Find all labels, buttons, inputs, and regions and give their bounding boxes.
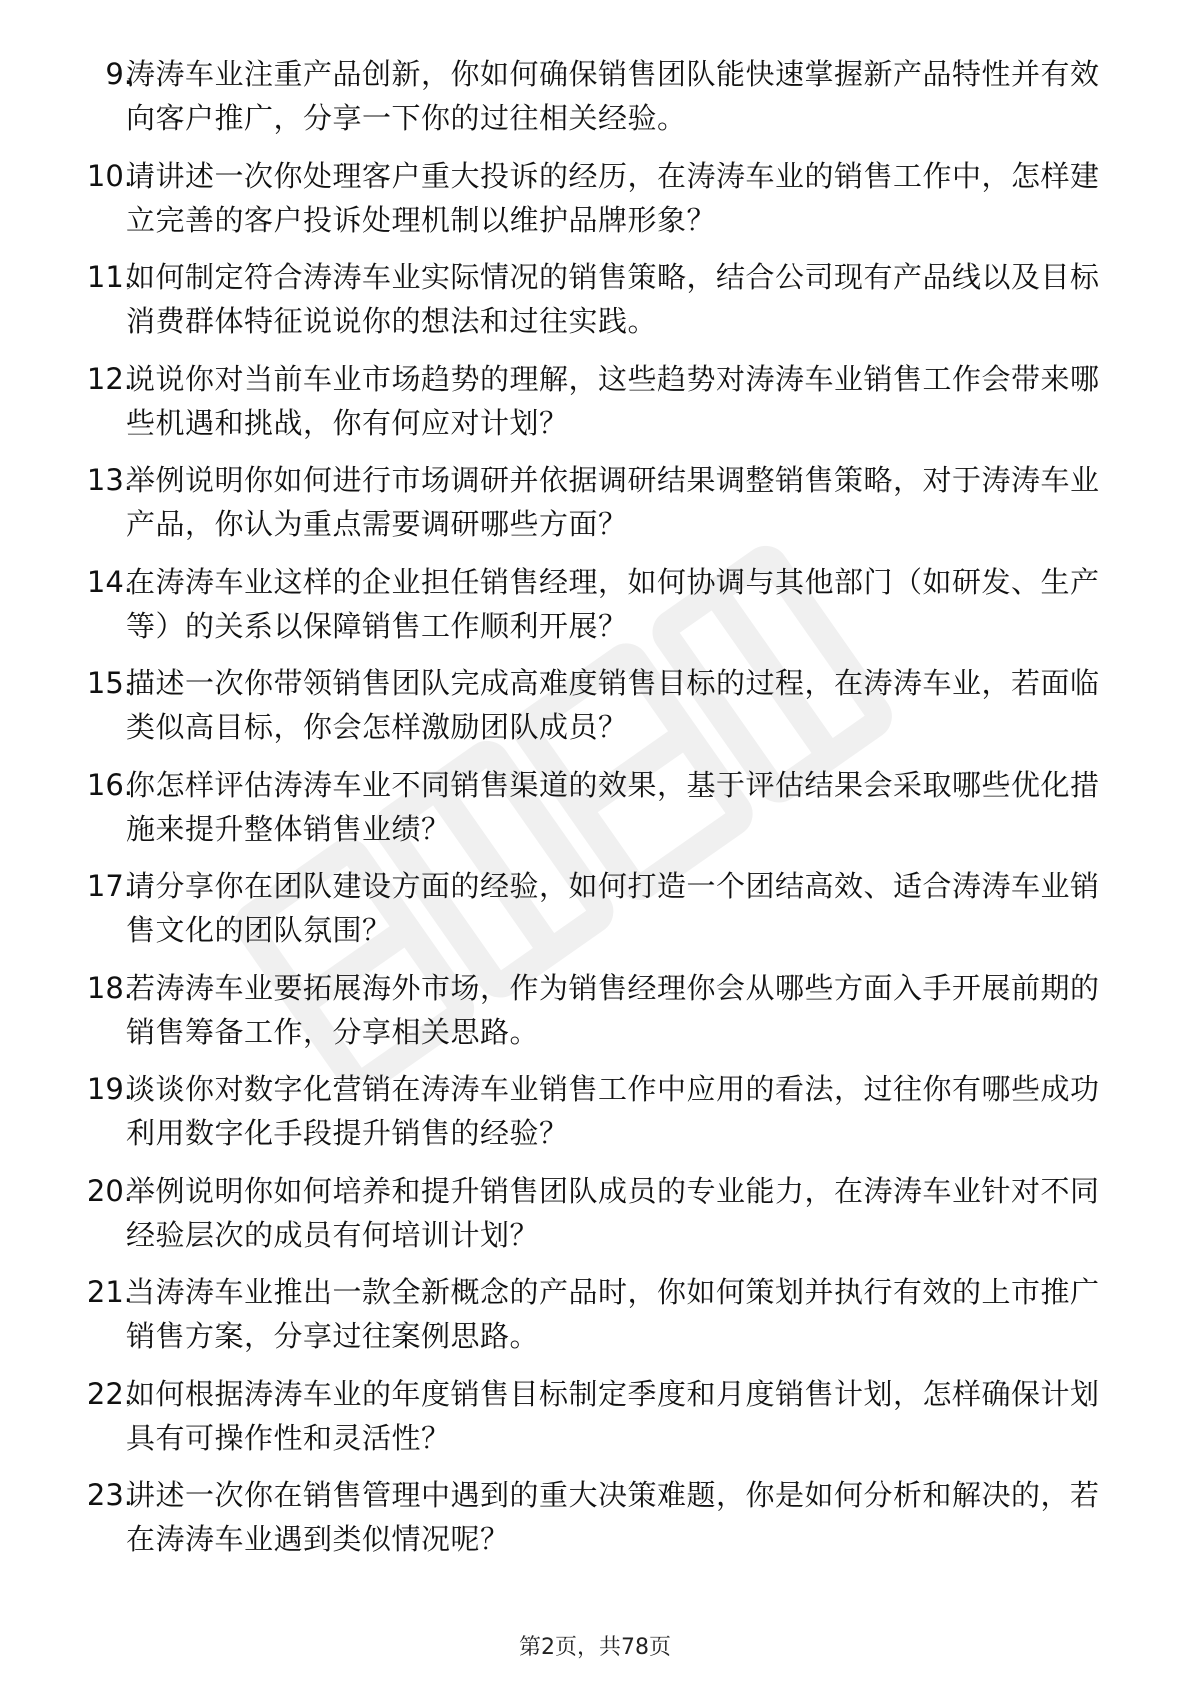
question-number: 13. <box>86 463 133 497</box>
list-item <box>0 255 1190 357</box>
question-number: 16. <box>86 767 133 802</box>
list-item <box>0 357 1190 459</box>
list-item <box>0 661 1190 763</box>
question-text: 如何制定符合涛涛车业实际情况的销售策略，结合公司现有产品线以及目标消费群体特征说说你的想法和过往实践。 <box>126 260 1100 338</box>
question-text: 你怎样评估涛涛车业不同销售渠道的效果，基于评估结果会采取哪些优化措施来提升整体销售业绩？ <box>126 767 1100 846</box>
question-number: 12. <box>86 361 133 396</box>
question-text: 请讲述一次你处理客户重大投诉的经历，在涛涛车业的销售工作中，怎样建立完善的客户投诉处理机制以维护品牌形象？ <box>126 158 1100 237</box>
list-item <box>0 763 1190 865</box>
question-text: 举例说明你如何培养和提升销售团队成员的专业能力，在涛涛车业针对不同经验层次的成员有何培训计划？ <box>126 1173 1100 1252</box>
list-item <box>0 1270 1190 1372</box>
page-number-footer: 第2页，共78页 <box>519 1635 671 1660</box>
list-item <box>0 864 1190 966</box>
question-text: 举例说明你如何进行市场调研并依据调研结果调整销售策略，对于涛涛车业产品，你认为重点需要调研哪些方面？ <box>126 463 1100 541</box>
question-number: 19. <box>86 1072 133 1106</box>
question-number: 18. <box>86 970 133 1005</box>
question-number: 15. <box>86 666 133 700</box>
list-item <box>0 1473 1190 1575</box>
question-number: 11. <box>86 260 133 294</box>
question-text: 请分享你在团队建设方面的经验，如何打造一个团结高效、适合涛涛车业销售文化的团队氛围？ <box>126 869 1100 947</box>
question-list <box>0 52 1190 1575</box>
question-number: 17. <box>86 869 133 903</box>
question-text: 当涛涛车业推出一款全新概念的产品时，你如何策划并执行有效的上市推广销售方案，分享过往案例思路。 <box>126 1275 1100 1353</box>
list-item <box>0 154 1190 256</box>
list-item <box>0 458 1190 560</box>
question-text: 讲述一次你在销售管理中遇到的重大决策难题，你是如何分析和解决的，若在涛涛车业遇到类似情况呢？ <box>126 1478 1100 1556</box>
question-text: 涛涛车业注重产品创新，你如何确保销售团队能快速掌握新产品特性并有效向客户推广，分享一下你的过往相关经验。 <box>126 57 1100 135</box>
question-text: 谈谈你对数字化营销在涛涛车业销售工作中应用的看法，过往你有哪些成功利用数字化手段提升销售的经验？ <box>126 1072 1100 1150</box>
question-number: 9. <box>105 57 133 91</box>
question-number: 20. <box>86 1173 133 1208</box>
list-item <box>0 560 1190 662</box>
question-text: 描述一次你带领销售团队完成高难度销售目标的过程，在涛涛车业，若面临类似高目标，你会怎样激励团队成员？ <box>126 666 1100 744</box>
list-item <box>0 1067 1190 1169</box>
question-number: 21. <box>86 1275 133 1309</box>
question-number: 10. <box>86 158 133 193</box>
list-item <box>0 52 1190 154</box>
question-text: 若涛涛车业要拓展海外市场，作为销售经理你会从哪些方面入手开展前期的销售筹备工作，分享相关思路。 <box>126 970 1100 1049</box>
question-text: 说说你对当前车业市场趋势的理解，这些趋势对涛涛车业销售工作会带来哪些机遇和挑战，你有何应对计划？ <box>126 361 1100 440</box>
list-item <box>0 1372 1190 1474</box>
question-text: 在涛涛车业这样的企业担任销售经理，如何协调与其他部门（如研发、生产等）的关系以保障销售工作顺利开展？ <box>126 564 1100 643</box>
list-item <box>0 1169 1190 1271</box>
question-number: 14. <box>86 564 133 599</box>
question-text: 如何根据涛涛车业的年度销售目标制定季度和月度销售计划，怎样确保计划具有可操作性和灵活性？ <box>126 1376 1100 1455</box>
question-number: 22. <box>86 1376 133 1411</box>
list-item <box>0 966 1190 1068</box>
question-number: 23. <box>86 1478 133 1512</box>
